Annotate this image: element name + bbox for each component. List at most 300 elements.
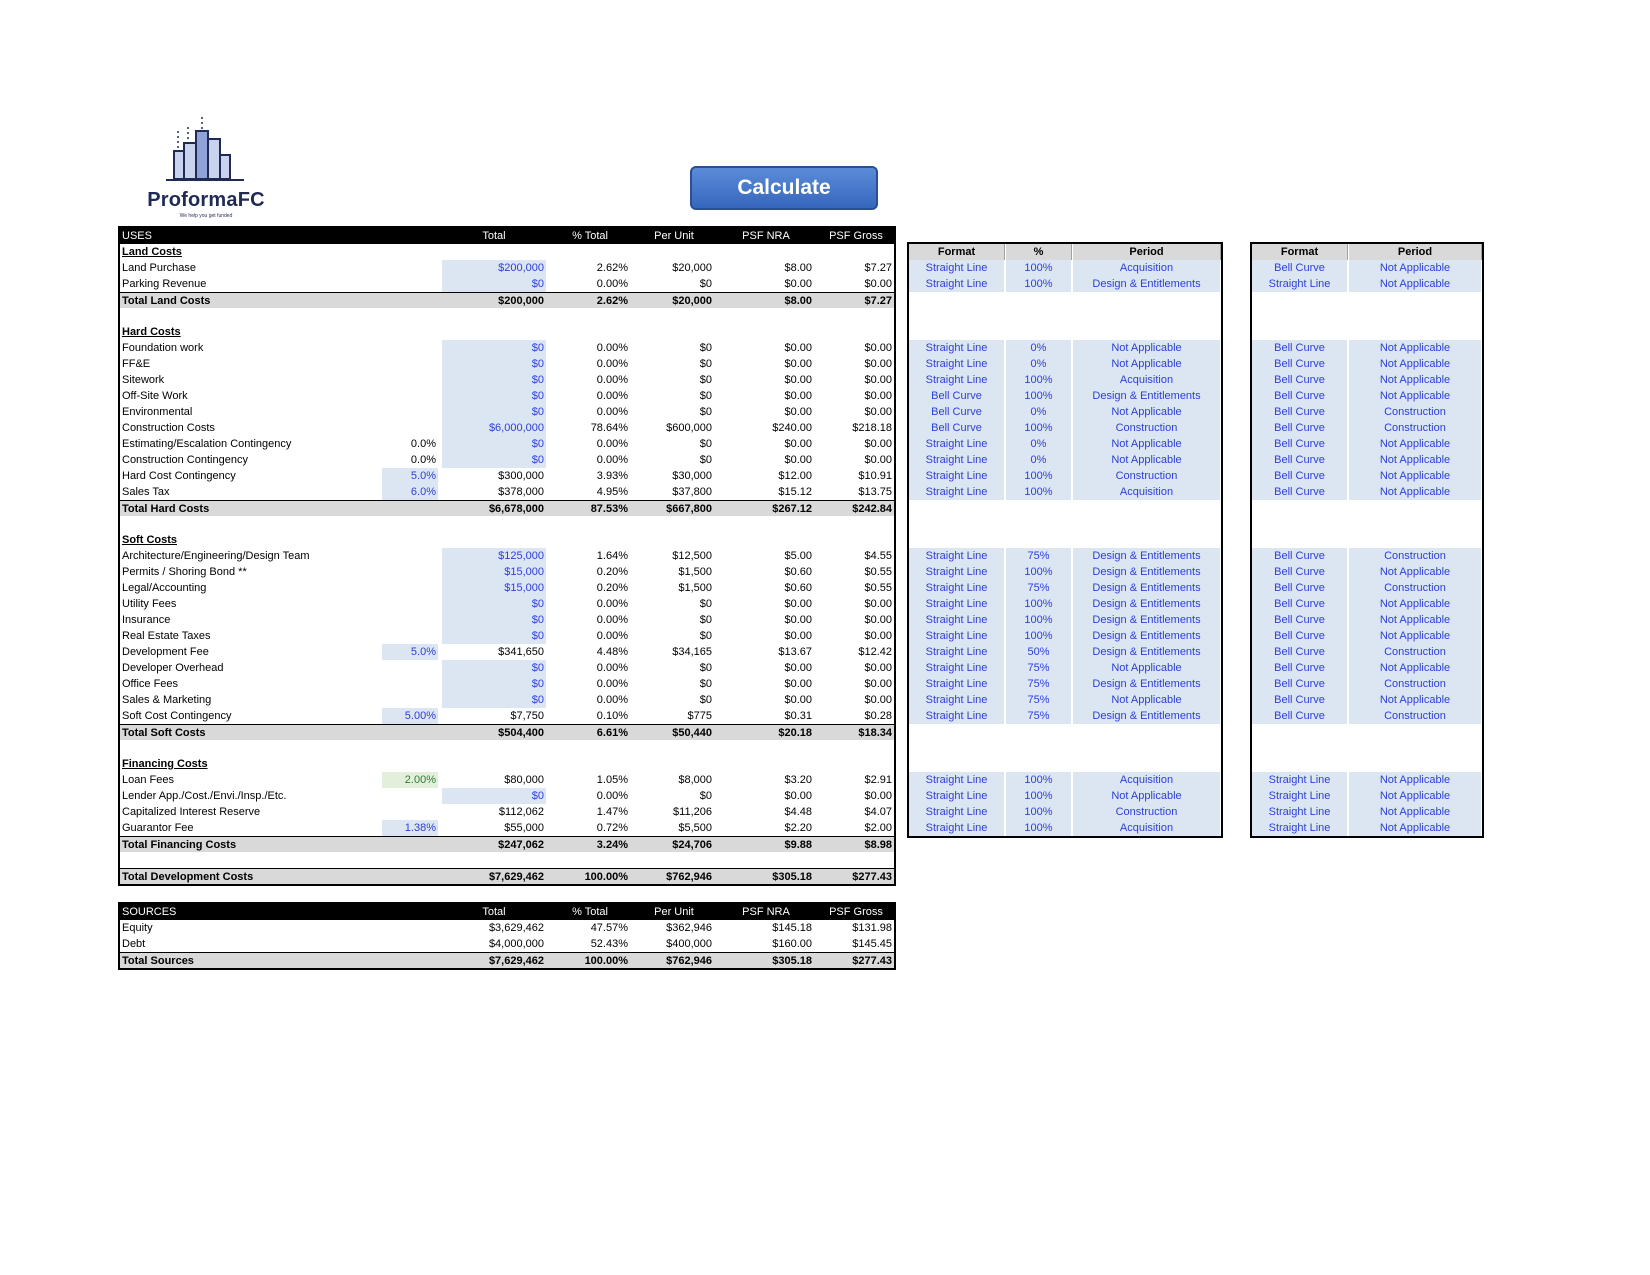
- psf-gross-value: $131.98: [852, 922, 892, 934]
- period-select[interactable]: Design & Entitlements: [1073, 628, 1221, 644]
- period-select[interactable]: Not Applicable: [1349, 788, 1482, 804]
- schedule-row: [909, 420, 1221, 436]
- percent-input[interactable]: 0%: [1006, 340, 1072, 356]
- format-select[interactable]: Bell Curve: [1252, 356, 1348, 372]
- period-select[interactable]: Design & Entitlements: [1073, 708, 1221, 724]
- schedule-row: [909, 404, 1221, 420]
- total-input[interactable]: $0: [442, 676, 546, 692]
- spacer-row: [1252, 292, 1482, 308]
- psf-nra-value: $2.20: [784, 822, 812, 834]
- percent-total-value: 1.47%: [596, 806, 628, 818]
- percent-total-value: 0.00%: [596, 358, 628, 370]
- format-select[interactable]: Straight Line: [909, 644, 1005, 660]
- percent-input[interactable]: 100%: [1006, 468, 1072, 484]
- psf-gross-value: $2.00: [864, 822, 892, 834]
- period-select[interactable]: Not Applicable: [1073, 436, 1221, 452]
- period-select[interactable]: Design & Entitlements: [1073, 548, 1221, 564]
- total-input[interactable]: $0: [442, 692, 546, 708]
- period-select[interactable]: Construction: [1073, 420, 1221, 436]
- format-select[interactable]: Straight Line: [1252, 772, 1348, 788]
- psf-gross-value: $7.27: [864, 262, 892, 274]
- period-select[interactable]: Not Applicable: [1349, 804, 1482, 820]
- percent-input[interactable]: 100%: [1006, 596, 1072, 612]
- calculate-button[interactable]: Calculate: [690, 166, 878, 210]
- period-select[interactable]: Not Applicable: [1349, 596, 1482, 612]
- spacer-row: [909, 308, 1221, 324]
- total-input[interactable]: $125,000: [442, 548, 546, 564]
- period-select[interactable]: Design & Entitlements: [1073, 596, 1221, 612]
- table-row: [120, 708, 894, 724]
- period-select[interactable]: Not Applicable: [1073, 356, 1221, 372]
- percent-input[interactable]: 100%: [1006, 564, 1072, 580]
- table-row: [120, 388, 894, 404]
- period-select[interactable]: Acquisition: [1073, 820, 1221, 836]
- format-select[interactable]: Straight Line: [1252, 276, 1348, 292]
- period-select[interactable]: Acquisition: [1073, 772, 1221, 788]
- per-unit-value: $0: [699, 630, 712, 642]
- section-heading-row: [120, 756, 894, 772]
- format-select[interactable]: Bell Curve: [1252, 628, 1348, 644]
- format-select[interactable]: Bell Curve: [1252, 452, 1348, 468]
- section-heading: Hard Costs: [122, 326, 181, 338]
- percent-total-value: 2.62%: [596, 295, 628, 307]
- period-select[interactable]: Design & Entitlements: [1073, 276, 1221, 292]
- period-select[interactable]: Design & Entitlements: [1073, 644, 1221, 660]
- psf-gross-value: $0.55: [864, 566, 892, 578]
- period-select[interactable]: Not Applicable: [1073, 660, 1221, 676]
- format-select[interactable]: Straight Line: [909, 484, 1005, 500]
- format-select[interactable]: Bell Curve: [1252, 580, 1348, 596]
- total-input[interactable]: $0: [442, 436, 546, 452]
- period-select[interactable]: Not Applicable: [1349, 564, 1482, 580]
- percent-total-value: 100.00%: [584, 955, 628, 967]
- period-select[interactable]: Not Applicable: [1073, 788, 1221, 804]
- schedule-row: [1252, 628, 1482, 644]
- period-select[interactable]: Construction: [1073, 468, 1221, 484]
- format-select[interactable]: Bell Curve: [1252, 596, 1348, 612]
- period-select[interactable]: Not Applicable: [1349, 628, 1482, 644]
- percent-input[interactable]: 75%: [1006, 548, 1072, 564]
- total-input[interactable]: $0: [442, 340, 546, 356]
- psf-nra-value: $0.00: [784, 374, 812, 386]
- percent-input[interactable]: 0%: [1006, 452, 1072, 468]
- percent-input[interactable]: 100%: [1006, 788, 1072, 804]
- percent-input[interactable]: 100%: [1006, 628, 1072, 644]
- row-label: Construction Costs: [122, 422, 215, 434]
- spacer-row: [909, 516, 1221, 532]
- percent-input[interactable]: 75%: [1006, 580, 1072, 596]
- psf-gross-value: $0.00: [864, 278, 892, 290]
- total-input[interactable]: $0: [442, 276, 546, 292]
- psf-gross-value: $13.75: [858, 486, 892, 498]
- format-select[interactable]: Straight Line: [1252, 788, 1348, 804]
- period-select[interactable]: Design & Entitlements: [1073, 580, 1221, 596]
- format-select[interactable]: Straight Line: [909, 692, 1005, 708]
- per-unit-value: $362,946: [666, 922, 712, 934]
- column-header: PSF Gross: [829, 230, 883, 242]
- total-input[interactable]: $15,000: [442, 580, 546, 596]
- table-row: [120, 580, 894, 596]
- psf-gross-value: $0.00: [864, 614, 892, 626]
- percent-total-value: 3.24%: [596, 839, 628, 851]
- per-unit-value: $0: [699, 694, 712, 706]
- percent-total-value: 0.00%: [596, 454, 628, 466]
- format-select[interactable]: Straight Line: [909, 628, 1005, 644]
- format-select[interactable]: Bell Curve: [1252, 436, 1348, 452]
- percent-total-value: 0.20%: [596, 582, 628, 594]
- spacer-row: [1252, 532, 1482, 548]
- spacer-row: [909, 724, 1221, 740]
- format-select[interactable]: Straight Line: [909, 612, 1005, 628]
- schedule-row: [909, 660, 1221, 676]
- spacer-row: [909, 756, 1221, 772]
- total-row: [120, 952, 894, 968]
- percent-total-value: 0.10%: [596, 710, 628, 722]
- period-select[interactable]: Construction: [1349, 580, 1482, 596]
- percent-input[interactable]: 0%: [1006, 436, 1072, 452]
- percent-input[interactable]: 6.0%: [382, 484, 438, 500]
- percent-input[interactable]: 75%: [1006, 708, 1072, 724]
- total-value: $300,000: [498, 470, 544, 482]
- percent-input: 0.0%: [410, 454, 436, 466]
- total-value: $341,650: [498, 646, 544, 658]
- per-unit-value: $1,500: [678, 582, 712, 594]
- format-select[interactable]: Bell Curve: [1252, 404, 1348, 420]
- format-select[interactable]: Bell Curve: [1252, 708, 1348, 724]
- total-value: $7,629,462: [488, 871, 544, 883]
- period-select[interactable]: Construction: [1073, 804, 1221, 820]
- uses-table: [118, 226, 896, 886]
- format-select[interactable]: Straight Line: [909, 596, 1005, 612]
- section-heading: Financing Costs: [122, 758, 208, 770]
- percent-input[interactable]: 100%: [1006, 820, 1072, 836]
- schedule-row: [909, 468, 1221, 484]
- period-select[interactable]: Construction: [1349, 404, 1482, 420]
- format-select[interactable]: Straight Line: [909, 804, 1005, 820]
- total-input[interactable]: $0: [442, 452, 546, 468]
- total-input[interactable]: $6,000,000: [442, 420, 546, 436]
- format-select[interactable]: Straight Line: [909, 820, 1005, 836]
- percent-input[interactable]: 100%: [1006, 260, 1072, 276]
- per-unit-value: $11,206: [673, 806, 712, 818]
- table-row: [120, 628, 894, 644]
- period-select[interactable]: Not Applicable: [1349, 772, 1482, 788]
- schedule-row: [909, 356, 1221, 372]
- table-row: [120, 436, 894, 452]
- per-unit-value: $5,500: [678, 822, 712, 834]
- period-select[interactable]: Not Applicable: [1349, 388, 1482, 404]
- psf-nra-value: $0.60: [784, 582, 812, 594]
- total-input[interactable]: $0: [442, 372, 546, 388]
- total-input[interactable]: $0: [442, 596, 546, 612]
- total-input[interactable]: $0: [442, 388, 546, 404]
- psf-nra-value: $160.00: [772, 938, 812, 950]
- format-select[interactable]: Straight Line: [1252, 820, 1348, 836]
- percent-total-value: 0.00%: [596, 374, 628, 386]
- schedule-row: [1252, 388, 1482, 404]
- format-select[interactable]: Straight Line: [909, 564, 1005, 580]
- total-input[interactable]: $0: [442, 628, 546, 644]
- period-select[interactable]: Acquisition: [1073, 260, 1221, 276]
- psf-nra-value: $0.60: [784, 566, 812, 578]
- per-unit-value: $37,800: [672, 486, 712, 498]
- schedule-row: [1252, 788, 1482, 804]
- format-select[interactable]: Bell Curve: [909, 420, 1005, 436]
- format-select[interactable]: Straight Line: [909, 436, 1005, 452]
- total-input[interactable]: $0: [442, 356, 546, 372]
- row-label: Estimating/Escalation Contingency: [122, 438, 292, 450]
- row-label: Construction Contingency: [122, 454, 248, 466]
- schedule-row: [909, 612, 1221, 628]
- period-select[interactable]: Not Applicable: [1073, 692, 1221, 708]
- total-value: $112,062: [498, 806, 544, 818]
- spacer-row: [909, 740, 1221, 756]
- period-select[interactable]: Not Applicable: [1349, 372, 1482, 388]
- period-select[interactable]: Construction: [1349, 644, 1482, 660]
- per-unit-value: $34,165: [672, 646, 712, 658]
- percent-input[interactable]: 75%: [1006, 676, 1072, 692]
- format-select[interactable]: Bell Curve: [1252, 468, 1348, 484]
- section-heading: Soft Costs: [122, 534, 177, 546]
- format-select[interactable]: Straight Line: [909, 452, 1005, 468]
- schedule-row: [1252, 452, 1482, 468]
- schedule-row: [1252, 484, 1482, 500]
- percent-input[interactable]: 5.00%: [382, 708, 438, 724]
- table-row: [120, 276, 894, 292]
- format-select[interactable]: Bell Curve: [1252, 612, 1348, 628]
- format-select[interactable]: Straight Line: [909, 708, 1005, 724]
- format-select[interactable]: Bell Curve: [1252, 564, 1348, 580]
- psf-nra-value: $8.00: [784, 295, 812, 307]
- logo-brand: ProformaFC: [147, 189, 265, 211]
- percent-total-value: 47.57%: [590, 922, 628, 934]
- period-select[interactable]: Not Applicable: [1073, 340, 1221, 356]
- total-input[interactable]: $0: [442, 404, 546, 420]
- schedule-row: [1252, 372, 1482, 388]
- row-label: Sales & Marketing: [122, 694, 212, 706]
- format-select[interactable]: Straight Line: [909, 372, 1005, 388]
- percent-input[interactable]: 2.00%: [382, 772, 438, 788]
- period-select[interactable]: Acquisition: [1073, 372, 1221, 388]
- row-label: Total Financing Costs: [122, 839, 237, 851]
- table-row: [120, 404, 894, 420]
- percent-input[interactable]: 100%: [1006, 772, 1072, 788]
- total-input[interactable]: $15,000: [442, 564, 546, 580]
- row-label: Hard Cost Contingency: [122, 470, 236, 482]
- total-row: [120, 500, 894, 516]
- table-row: [120, 468, 894, 484]
- percent-input[interactable]: 100%: [1006, 612, 1072, 628]
- percent-input[interactable]: 100%: [1006, 484, 1072, 500]
- format-select[interactable]: Straight Line: [909, 772, 1005, 788]
- period-select[interactable]: Construction: [1349, 708, 1482, 724]
- column-header: Format: [1252, 244, 1348, 260]
- period-select[interactable]: Acquisition: [1073, 484, 1221, 500]
- percent-input[interactable]: 1.38%: [382, 820, 438, 836]
- format-select[interactable]: Bell Curve: [909, 388, 1005, 404]
- format-select[interactable]: Bell Curve: [1252, 676, 1348, 692]
- proformafc-logo: [146, 117, 266, 221]
- schedule-row: [1252, 804, 1482, 820]
- schedule-row: [1252, 260, 1482, 276]
- format-select[interactable]: Straight Line: [909, 276, 1005, 292]
- format-select[interactable]: Straight Line: [909, 260, 1005, 276]
- schedule-row: [909, 676, 1221, 692]
- psf-nra-value: $5.00: [784, 550, 812, 562]
- period-select[interactable]: Design & Entitlements: [1073, 612, 1221, 628]
- row-label: Legal/Accounting: [122, 582, 207, 594]
- schedule-row: [909, 692, 1221, 708]
- format-select[interactable]: Straight Line: [909, 340, 1005, 356]
- total-value: $7,750: [510, 710, 544, 722]
- format-select[interactable]: Straight Line: [909, 356, 1005, 372]
- period-select[interactable]: Construction: [1349, 420, 1482, 436]
- percent-total-value: 0.00%: [596, 390, 628, 402]
- row-label: Total Hard Costs: [122, 503, 210, 515]
- section-heading: Land Costs: [122, 246, 182, 258]
- percent-total-value: 0.00%: [596, 790, 628, 802]
- percent-input[interactable]: 100%: [1006, 420, 1072, 436]
- per-unit-value: $762,946: [666, 955, 712, 967]
- period-select[interactable]: Construction: [1349, 676, 1482, 692]
- spacer-row: [120, 516, 894, 532]
- psf-gross-value: $4.07: [864, 806, 892, 818]
- psf-gross-value: $277.43: [852, 871, 892, 883]
- spacer-row: [909, 500, 1221, 516]
- format-select[interactable]: Bell Curve: [1252, 484, 1348, 500]
- percent-input[interactable]: 100%: [1006, 388, 1072, 404]
- format-select[interactable]: Bell Curve: [1252, 692, 1348, 708]
- row-label: Real Estate Taxes: [122, 630, 211, 642]
- spacer-row: [120, 308, 894, 324]
- spacer-row: [909, 532, 1221, 548]
- period-select[interactable]: Not Applicable: [1349, 436, 1482, 452]
- schedule-row: [909, 804, 1221, 820]
- percent-input[interactable]: 75%: [1006, 660, 1072, 676]
- format-select[interactable]: Bell Curve: [1252, 260, 1348, 276]
- format-select[interactable]: Bell Curve: [1252, 660, 1348, 676]
- format-select[interactable]: Bell Curve: [1252, 420, 1348, 436]
- period-select[interactable]: Construction: [1349, 548, 1482, 564]
- total-row: [120, 868, 894, 884]
- psf-nra-value: $13.67: [778, 646, 812, 658]
- column-header: SOURCES: [122, 906, 177, 918]
- percent-input[interactable]: 75%: [1006, 692, 1072, 708]
- column-header: Per Unit: [654, 230, 694, 242]
- schedule-row: [909, 388, 1221, 404]
- column-header: PSF Gross: [829, 906, 883, 918]
- format-select[interactable]: Straight Line: [909, 788, 1005, 804]
- period-select[interactable]: Not Applicable: [1349, 612, 1482, 628]
- format-select[interactable]: Bell Curve: [1252, 372, 1348, 388]
- row-label: Total Sources: [122, 955, 194, 967]
- table-row: [120, 676, 894, 692]
- period-select[interactable]: Not Applicable: [1073, 452, 1221, 468]
- period-select[interactable]: Not Applicable: [1349, 452, 1482, 468]
- psf-gross-value: $242.84: [852, 503, 892, 515]
- format-select[interactable]: Straight Line: [909, 548, 1005, 564]
- psf-nra-value: $0.00: [784, 630, 812, 642]
- percent-input[interactable]: 100%: [1006, 372, 1072, 388]
- percent-input[interactable]: 0%: [1006, 356, 1072, 372]
- psf-gross-value: $0.55: [864, 582, 892, 594]
- period-select[interactable]: Not Applicable: [1073, 404, 1221, 420]
- percent-total-value: 6.61%: [596, 727, 628, 739]
- total-value: $55,000: [504, 822, 544, 834]
- column-header: %: [1006, 244, 1072, 260]
- schedule-row: [1252, 420, 1482, 436]
- row-label: Lender App./Cost./Envi./Insp./Etc.: [122, 790, 287, 802]
- period-select[interactable]: Not Applicable: [1349, 276, 1482, 292]
- format-select[interactable]: Bell Curve: [909, 404, 1005, 420]
- psf-gross-value: $0.00: [864, 454, 892, 466]
- percent-input[interactable]: 0%: [1006, 404, 1072, 420]
- period-select[interactable]: Design & Entitlements: [1073, 388, 1221, 404]
- total-input[interactable]: $200,000: [442, 260, 546, 276]
- per-unit-value: $0: [699, 358, 712, 370]
- schedule-row: [1252, 596, 1482, 612]
- format-select[interactable]: Bell Curve: [1252, 548, 1348, 564]
- percent-input[interactable]: 100%: [1006, 276, 1072, 292]
- psf-gross-value: $0.00: [864, 438, 892, 450]
- spacer-row: [1252, 756, 1482, 772]
- schedule-row: [1252, 676, 1482, 692]
- format-select[interactable]: Straight Line: [909, 580, 1005, 596]
- total-input[interactable]: $0: [442, 660, 546, 676]
- percent-total-value: 52.43%: [590, 938, 628, 950]
- period-select[interactable]: Design & Entitlements: [1073, 676, 1221, 692]
- period-select[interactable]: Not Applicable: [1349, 356, 1482, 372]
- table-row: [120, 660, 894, 676]
- total-input[interactable]: $0: [442, 612, 546, 628]
- format-select[interactable]: Straight Line: [909, 468, 1005, 484]
- format-select[interactable]: Straight Line: [1252, 804, 1348, 820]
- percent-input[interactable]: 5.0%: [382, 644, 438, 660]
- schedule-row: [909, 340, 1221, 356]
- period-select[interactable]: Design & Entitlements: [1073, 564, 1221, 580]
- total-input[interactable]: $0: [442, 788, 546, 804]
- format-select[interactable]: Bell Curve: [1252, 644, 1348, 660]
- table-row: [120, 804, 894, 820]
- period-select[interactable]: Not Applicable: [1349, 660, 1482, 676]
- period-select[interactable]: Not Applicable: [1349, 484, 1482, 500]
- period-select[interactable]: Not Applicable: [1349, 468, 1482, 484]
- format-select[interactable]: Straight Line: [909, 676, 1005, 692]
- format-select[interactable]: Straight Line: [909, 660, 1005, 676]
- period-select[interactable]: Not Applicable: [1349, 260, 1482, 276]
- column-header: Total: [482, 230, 506, 242]
- total-value: $504,400: [498, 727, 544, 739]
- period-select[interactable]: Not Applicable: [1349, 340, 1482, 356]
- schedule-row: [1252, 548, 1482, 564]
- total-value: $80,000: [504, 774, 544, 786]
- percent-total-value: 0.00%: [596, 614, 628, 626]
- psf-gross-value: $0.00: [864, 790, 892, 802]
- psf-gross-value: $0.00: [864, 406, 892, 418]
- percent-input[interactable]: 50%: [1006, 644, 1072, 660]
- row-label: Architecture/Engineering/Design Team: [122, 550, 310, 562]
- row-label: Permits / Shoring Bond **: [122, 566, 247, 578]
- format-select[interactable]: Bell Curve: [1252, 388, 1348, 404]
- schedule-row: [909, 484, 1221, 500]
- per-unit-value: $0: [699, 342, 712, 354]
- format-select[interactable]: Bell Curve: [1252, 340, 1348, 356]
- schedule-row: [1252, 356, 1482, 372]
- percent-input[interactable]: 5.0%: [382, 468, 438, 484]
- period-select[interactable]: Not Applicable: [1349, 692, 1482, 708]
- period-select[interactable]: Not Applicable: [1349, 820, 1482, 836]
- percent-input[interactable]: 100%: [1006, 804, 1072, 820]
